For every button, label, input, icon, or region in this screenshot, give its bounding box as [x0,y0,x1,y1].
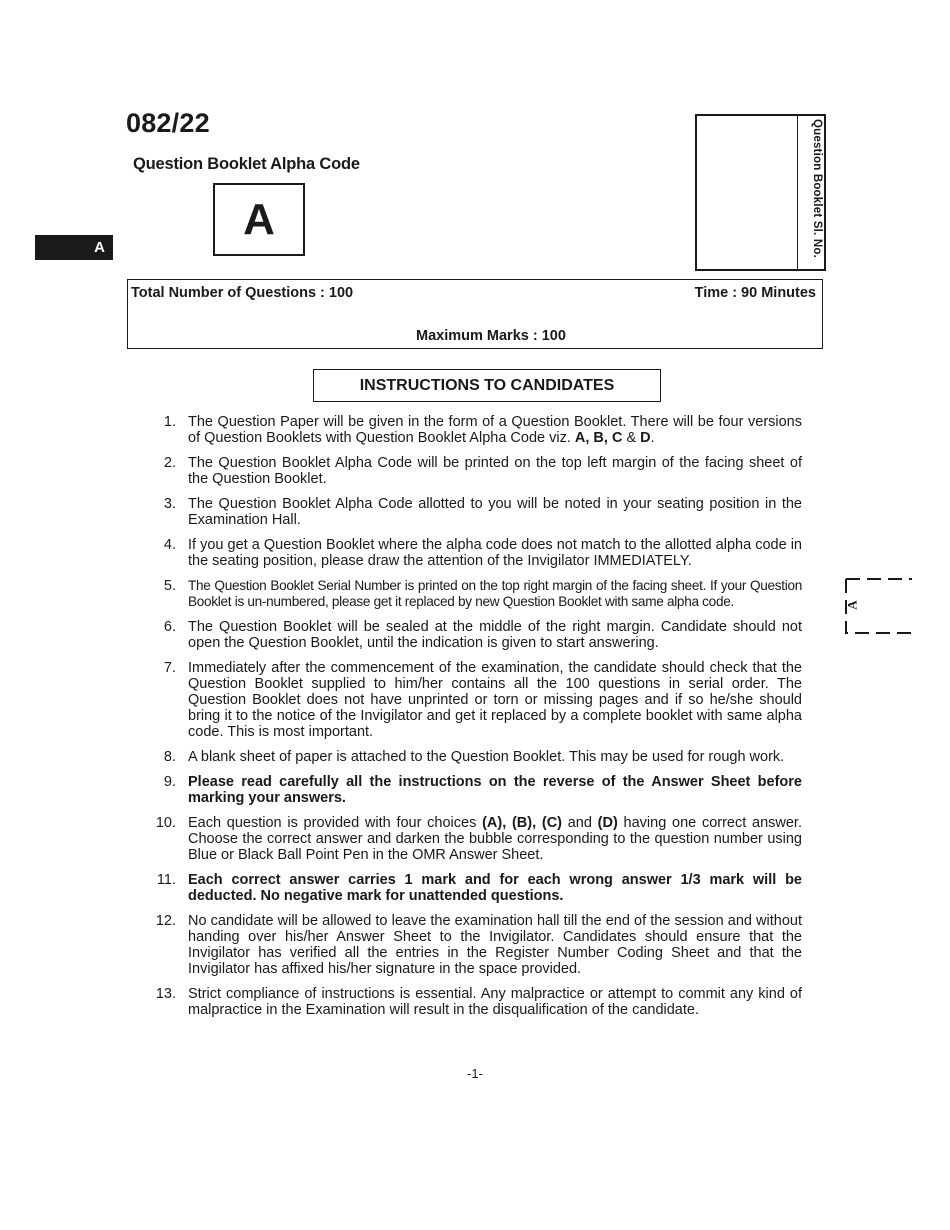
instruction-number: 1. [163,414,176,430]
instruction-text-segment: If you get a Question Booklet where the alpha code does not match to the allotted alpha code in the seating position, please draw the attention of the Invigilator IMMEDIATELY. [188,537,802,569]
exam-time: Time : 90 Minutes [694,285,816,301]
instruction-text-segment: Strict compliance of instructions is essential. Any malpractice or attempt to commit any kind of malpractice in the Examination will result in the disqualification of the candidate. [188,986,802,1018]
instruction-text [188,537,802,569]
instruction-item [150,619,802,651]
instruction-number: 12. [155,913,176,929]
instruction-text [188,774,802,806]
instruction-number: 6. [163,619,176,635]
instruction-text-segment: Please read carefully all the instructions on the reverse of the Answer Sheet before marking your answers. [188,774,802,806]
instruction-text [188,414,802,446]
instruction-text [188,749,802,765]
instruction-item [150,578,802,610]
instructions-title: INSTRUCTIONS TO CANDIDATES [313,369,661,402]
instruction-number: 11. [156,872,176,888]
instruction-item [150,414,802,446]
instruction-text-segment: (D) [597,815,618,831]
instruction-text [188,872,802,904]
instruction-text [188,455,802,487]
instruction-number: 10. [155,815,176,831]
instruction-text-segment: Each question is provided with four choices [188,815,483,831]
instruction-text-segment: having one correct answer. Choose the correct answer and darken the bubble corresponding to the question number using Blue or Black Ball Point Pen in the OMR Answer Sheet. [188,815,802,863]
instructions-list [150,414,802,1027]
page-number: -1- [467,1066,483,1081]
serial-number-label: Question Booklet Sl. No. [811,119,823,258]
instruction-text-segment: & [622,430,641,446]
instruction-item [150,496,802,528]
instruction-number: 3. [163,496,176,512]
total-questions: Total Number of Questions : 100 [131,285,354,301]
instruction-number: 7. [163,660,176,676]
instruction-item [150,660,802,740]
instruction-number: 4. [163,537,176,553]
instruction-item [150,913,802,977]
booklet-code-number: 082/22 [126,108,210,138]
instruction-text [188,815,802,863]
instruction-text-segment: No candidate will be allowed to leave the examination hall till the end of the session and without handing over his/her Answer Sheet to the Invigilator. Candidates should ensure that the Invigilator has verified all the entries in the Register Number Coding Sheet and that the Invigilator has affixed his/her signature in the space provided. [188,913,802,977]
instruction-text [188,913,802,977]
instruction-number: 8. [163,749,176,765]
instruction-item [150,774,802,806]
instruction-text-segment: Immediately after the commencement of the examination, the candidate should check that the Question Booklet supplied to him/her contains all the 100 questions in serial order. The Question Booklet does not have unprinted or torn or missing pages and if so he/she should bring it to the notice of the Invigilator and get it replaced by a complete booklet with same alpha code. This is most important. [188,660,802,740]
instruction-text-segment: The Question Booklet Alpha Code allotted to you will be noted in your seating position in the Examination Hall. [188,496,802,528]
instruction-number: 5. [163,578,176,594]
exam-info-box [127,279,823,349]
instruction-text-segment: The Question Booklet Alpha Code will be printed on the top left margin of the facing sheet of the Question Booklet. [188,455,802,487]
alpha-code-box: A [213,183,305,256]
instruction-text [188,986,802,1018]
maximum-marks: Maximum Marks : 100 [416,328,566,344]
instruction-item [150,815,802,863]
instruction-text [188,660,802,740]
instruction-number: 2. [163,455,176,471]
instruction-text-segment: and [562,815,598,831]
instruction-text-segment: The Question Booklet Serial Number is printed on the top right margin of the facing sheet. If your Question Booklet is un-numbered, please get it replaced by new Question Booklet with same alpha code. [188,578,802,609]
instruction-text-segment: A, B, C [574,430,623,446]
instruction-number: 13. [155,986,176,1002]
instruction-text-segment: The Question Paper will be given in the form of a Question Booklet. There will be four versions of Question Booklets with Question Booklet Alpha Code viz. [188,414,802,446]
margin-marker-letter: A [844,600,860,610]
seal-margin-marker [844,575,914,637]
instruction-text [188,619,802,651]
serial-number-box [695,114,826,271]
alpha-code-label: Question Booklet Alpha Code [133,155,360,173]
instruction-item [150,537,802,569]
serial-box-divider [797,116,798,269]
side-tab-letter: A [35,235,113,260]
instruction-item [150,749,802,765]
instruction-text [188,578,802,610]
instruction-item [150,872,802,904]
instruction-text-segment: . [650,430,655,446]
instruction-text-segment: (A), (B), (C) [482,815,562,831]
instruction-text-segment: A blank sheet of paper is attached to the Question Booklet. This may be used for rough work. [188,749,785,765]
instruction-item [150,455,802,487]
instruction-text [188,496,802,528]
instruction-number: 9. [163,774,176,790]
instruction-text-segment: Each correct answer carries 1 mark and for each wrong answer 1/3 mark will be deducted. No negative mark for unattended questions. [188,872,802,904]
instruction-text-segment: D [640,430,651,446]
instruction-item [150,986,802,1018]
instruction-text-segment: The Question Booklet will be sealed at the middle of the right margin. Candidate should not open the Question Booklet, until the indication is given to start answering. [188,619,802,651]
